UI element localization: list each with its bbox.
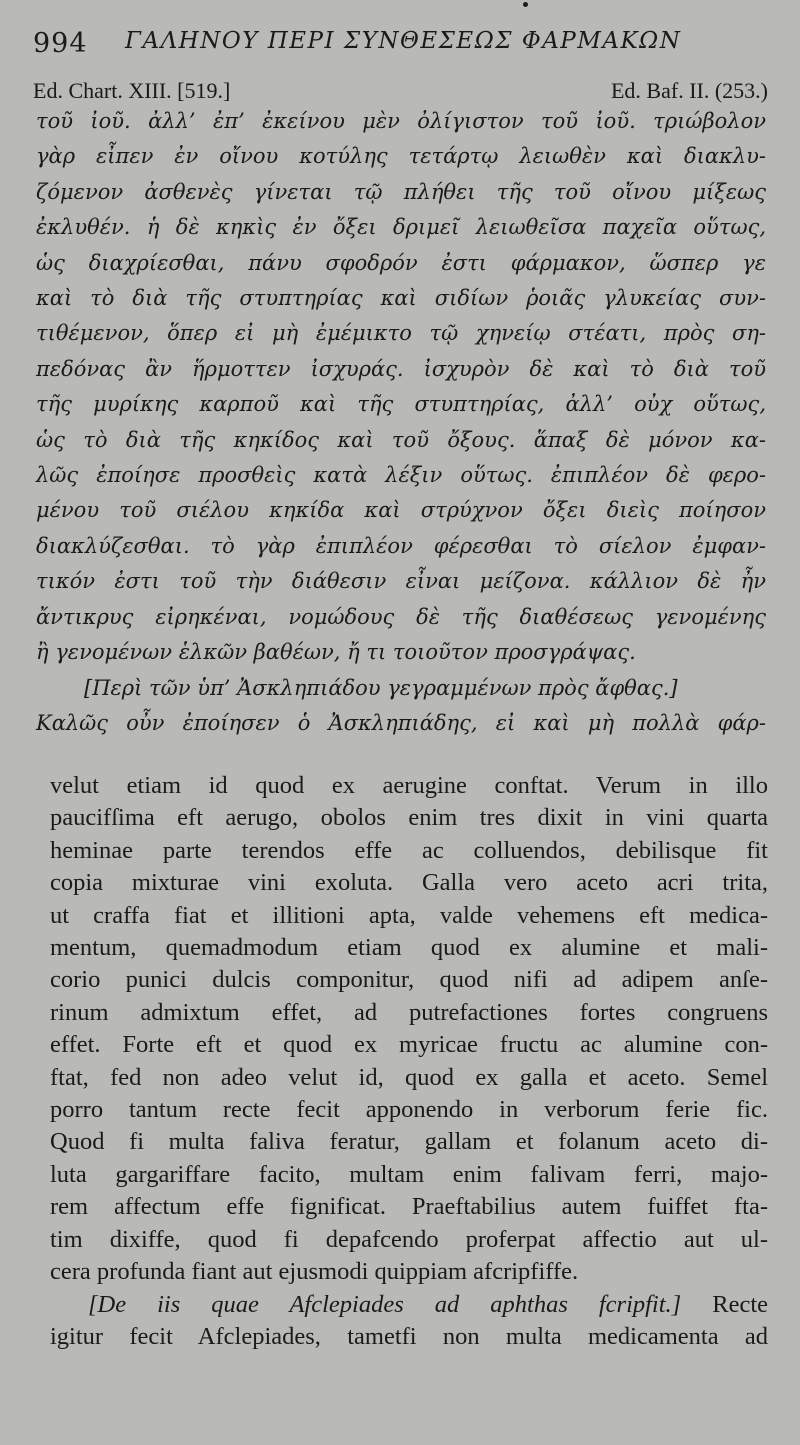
greek-line: μένου τοῦ σιέλου κηκίδα καὶ στρύχνον ὄξει διεὶς ποίησον: [36, 498, 766, 523]
greek-line: πεδόνας ἂν ἥρμοττεν ἰσχυράς. ἰσχυρὸν δὲ καὶ τὸ διὰ τοῦ: [36, 356, 766, 381]
greek-line: καὶ τὸ διὰ τῆς στυπτηρίας καὶ σιδίων ῥοιᾶς γλυκείας συν-: [36, 286, 766, 311]
greek-section-heading: [Περὶ τῶν ὑπ’ Ἀσκληπιάδου γεγραμμένων πρὸς ἄφθας.]: [84, 675, 678, 700]
latin-line: rinum admixtum effet, ad putrefactiones fortes congruens: [50, 998, 768, 1026]
greek-line: τιθέμενον, ὅπερ εἰ μὴ ἐμέμικτο τῷ χηνείῳ στέατι, πρὸς ση-: [36, 321, 766, 346]
latin-line: rem affectum effe fignificat. Praeftabilius autem fuiffet fta-: [50, 1193, 768, 1221]
running-head: [33, 28, 773, 70]
latin-section-heading: [50, 1289, 768, 1321]
page-number: 994: [33, 28, 88, 59]
latin-line: paucifſima eft aerugo, obolos enim tres dixit in vini quarta: [50, 804, 768, 832]
latin-line: heminae parte terendos effe ac colluendos, debilisque fit: [50, 836, 768, 864]
latin-line: tim dixiffe, quod fi depafcendo proferpat affectio aut ul-: [50, 1225, 768, 1253]
greek-line: τῆς μυρίκης καρποῦ καὶ τῆς στυπτηρίας, ἀλλ’ οὐχ οὕτως,: [36, 392, 766, 417]
greek-text: [36, 104, 766, 741]
greek-line: ἄντικρυς εἰρηκέναι, νομώδους δὲ τῆς διαθέσεως γενομένης: [36, 604, 766, 629]
greek-line: γὰρ εἶπεν ἐν οἴνου κοτύλης τετάρτῳ λειωθὲν καὶ διακλυ-: [36, 144, 766, 169]
greek-line: ζόμενον ἀσθενὲς γίνεται τῷ πλήθει τῆς τοῦ οἴνου μίξεως: [36, 179, 766, 204]
latin-line: igitur fecit Afclepiades, tametfi non multa medicamenta ad: [50, 1322, 768, 1350]
latin-line: corio punici dulcis componitur, quod nifi ad adipem anſe-: [50, 966, 768, 994]
latin-line: ftat, fed non adeo velut id, quod ex galla et aceto. Semel: [50, 1063, 768, 1091]
latin-line: ut craffa fiat et illitioni apta, valde vehemens eft medica-: [50, 901, 768, 929]
latin-heading-italic: [De iis quae Afclepiades ad aphthas fcripfit.]: [88, 1290, 682, 1318]
latin-line: porro tantum recte fecit apponendo in verborum ferie fic.: [50, 1096, 768, 1124]
greek-line: ὡς διαχρίεσθαι, πάνυ σφοδρόν ἐστι φάρμακον, ὥσπερ γε: [36, 250, 766, 275]
latin-line: copia mixturae vini exoluta. Galla vero aceto acri trita,: [50, 869, 768, 897]
edition-basel: Ed. Baf. II. (253.): [610, 78, 768, 103]
ornament-dot: [523, 2, 528, 7]
greek-line: διακλύζεσθαι. τὸ γὰρ ἐπιπλέον φέρεσθαι τὸ σίελον ἐμφαν-: [36, 533, 766, 558]
greek-line: ἐκλυθέν. ἡ δὲ κηκὶς ἐν ὄξει δριμεῖ λειωθεῖσα παχεῖα οὕτως,: [36, 215, 766, 240]
greek-line: λῶς ἐποίησε προσθεὶς κατὰ λέξιν οὕτως. ἐπιπλέον δὲ φερο-: [36, 463, 766, 488]
latin-line: effet. Forte eft et quod ex myricae fructu ac alumine con-: [50, 1031, 768, 1059]
greek-line: ἢ γενομένων ἑλκῶν βαθέων, ἤ τι τοιοῦτον προσγράψας.: [36, 640, 636, 665]
edition-chartier: Ed. Chart. XIII. [519.]: [33, 78, 231, 103]
greek-line: Καλῶς οὖν ἐποίησεν ὁ Ἀσκληπιάδης, εἰ καὶ μὴ πολλὰ φάρ-: [36, 710, 766, 735]
latin-line: velut etiam id quod ex aerugine conftat. Verum in illo: [50, 772, 768, 799]
latin-heading-rest: Recte: [681, 1290, 768, 1318]
greek-line: ὡς τὸ διὰ τῆς κηκίδος καὶ τοῦ ὄξους. ἅπαξ δὲ μόνον κα-: [36, 427, 766, 452]
latin-line: Quod fi multa faliva feratur, gallam et folanum aceto di-: [50, 1128, 768, 1156]
latin-line: mentum, quemadmodum etiam quod ex alumine et mali-: [50, 934, 768, 962]
greek-line: τοῦ ἰοῦ. ἀλλ’ ἐπ’ ἐκείνου μὲν ὀλίγιστον τοῦ ἰοῦ. τριώβολον: [36, 109, 766, 133]
latin-text: [50, 770, 768, 1353]
latin-line: cera profunda fiant aut ejusmodi quippiam afcripfiffe.: [50, 1258, 579, 1286]
latin-line: luta gargariffare facito, multam enim falivam ferri, majo-: [50, 1160, 768, 1188]
greek-line: τικόν ἐστι τοῦ τὴν διάθεσιν εἶναι μείζονα. κάλλιον δὲ ἦν: [36, 569, 766, 594]
running-title: ΓΑΛΗΝΟΥ ΠΕΡΙ ΣΥΝΘΕΣΕΩΣ ΦΑΡΜΑΚΩΝ: [125, 28, 682, 54]
